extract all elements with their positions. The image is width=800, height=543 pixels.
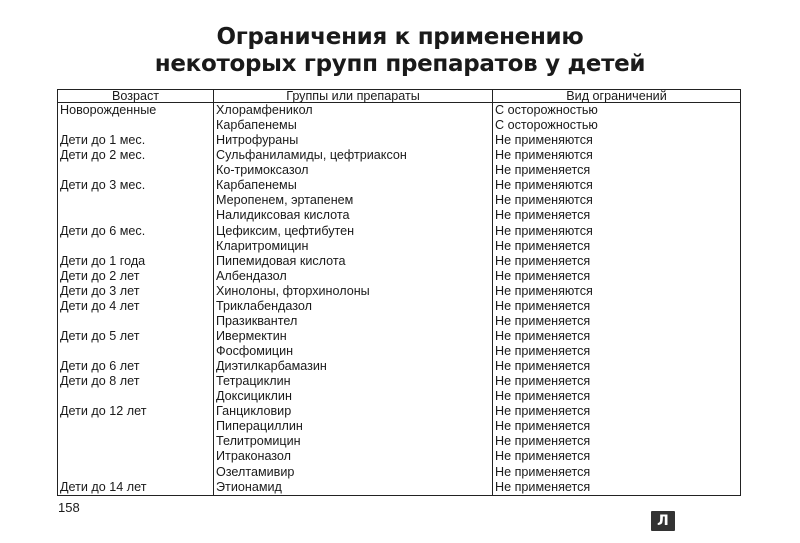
cell-age: Дети до 2 лет xyxy=(58,269,214,284)
cell-drug: Пипемидовая кислота xyxy=(214,254,493,269)
cell-age xyxy=(58,239,214,254)
cell-drug: Кларитромицин xyxy=(214,239,493,254)
cell-age xyxy=(58,344,214,359)
cell-restriction: Не применяется xyxy=(493,359,741,374)
table-row xyxy=(58,299,741,314)
table-row xyxy=(58,103,741,119)
table-row xyxy=(58,269,741,284)
cell-age: Дети до 8 лет xyxy=(58,374,214,389)
table-row xyxy=(58,133,741,148)
cell-age: Дети до 6 мес. xyxy=(58,224,214,239)
cell-restriction: Не применяются xyxy=(493,284,741,299)
cell-drug: Озелтамивир xyxy=(214,465,493,480)
table-row xyxy=(58,224,741,239)
table-row xyxy=(58,178,741,193)
cell-age: Дети до 14 лет xyxy=(58,480,214,496)
cell-age: Дети до 3 мес. xyxy=(58,178,214,193)
table-row xyxy=(58,449,741,464)
page-number: 158 xyxy=(58,500,80,515)
title-line-1: Ограничения к применению xyxy=(216,24,584,50)
cell-restriction: Не применяется xyxy=(493,480,741,496)
table-row xyxy=(58,344,741,359)
cell-age xyxy=(58,314,214,329)
cell-restriction: С осторожностью xyxy=(493,118,741,133)
cell-drug: Доксициклин xyxy=(214,389,493,404)
cell-drug: Телитромицин xyxy=(214,434,493,449)
header-age: Возраст xyxy=(58,90,214,103)
cell-age xyxy=(58,449,214,464)
title-line-2: некоторых групп препаратов у детей xyxy=(154,51,646,77)
cell-age: Дети до 4 лет xyxy=(58,299,214,314)
cell-restriction: Не применяется xyxy=(493,163,741,178)
cell-drug: Пиперациллин xyxy=(214,419,493,434)
cell-drug: Нитрофураны xyxy=(214,133,493,148)
cell-age: Дети до 5 лет xyxy=(58,329,214,344)
publisher-logo-icon: Л xyxy=(651,511,675,531)
cell-drug: Налидиксовая кислота xyxy=(214,208,493,223)
cell-restriction: Не применяется xyxy=(493,449,741,464)
cell-age xyxy=(58,163,214,178)
cell-drug: Ко-тримоксазол xyxy=(214,163,493,178)
cell-restriction: С осторожностью xyxy=(493,103,741,119)
cell-age: Дети до 1 мес. xyxy=(58,133,214,148)
cell-drug: Тетрациклин xyxy=(214,374,493,389)
cell-age xyxy=(58,465,214,480)
cell-age: Дети до 6 лет xyxy=(58,359,214,374)
cell-restriction: Не применяется xyxy=(493,254,741,269)
cell-restriction: Не применяются xyxy=(493,193,741,208)
table-row xyxy=(58,239,741,254)
cell-restriction: Не применяется xyxy=(493,329,741,344)
cell-restriction: Не применяются xyxy=(493,133,741,148)
table-row xyxy=(58,284,741,299)
cell-restriction: Не применяется xyxy=(493,389,741,404)
table-row xyxy=(58,163,741,178)
table-row xyxy=(58,404,741,419)
cell-drug: Албендазол xyxy=(214,269,493,284)
cell-age xyxy=(58,118,214,133)
cell-drug: Цефиксим, цефтибутен xyxy=(214,224,493,239)
cell-age: Дети до 12 лет xyxy=(58,404,214,419)
table-row xyxy=(58,118,741,133)
header-restriction: Вид ограничений xyxy=(493,90,741,103)
cell-restriction: Не применяется xyxy=(493,269,741,284)
cell-age xyxy=(58,208,214,223)
cell-restriction: Не применяются xyxy=(493,178,741,193)
cell-restriction: Не применяется xyxy=(493,404,741,419)
cell-drug: Празиквантел xyxy=(214,314,493,329)
cell-drug: Хинолоны, фторхинолоны xyxy=(214,284,493,299)
table-row xyxy=(58,389,741,404)
cell-age: Новорожденные xyxy=(58,103,214,119)
cell-age xyxy=(58,389,214,404)
cell-drug: Фосфомицин xyxy=(214,344,493,359)
table-row xyxy=(58,374,741,389)
table-body xyxy=(58,103,741,496)
cell-restriction: Не применяется xyxy=(493,434,741,449)
table-row xyxy=(58,329,741,344)
table-row xyxy=(58,419,741,434)
cell-age: Дети до 2 мес. xyxy=(58,148,214,163)
table-header-row xyxy=(58,90,741,103)
header-drugs: Группы или препараты xyxy=(214,90,493,103)
cell-restriction: Не применяется xyxy=(493,465,741,480)
cell-age xyxy=(58,419,214,434)
cell-drug: Диэтилкарбамазин xyxy=(214,359,493,374)
cell-drug: Ганцикловир xyxy=(214,404,493,419)
cell-drug: Карбапенемы xyxy=(214,118,493,133)
table-row xyxy=(58,193,741,208)
page-title xyxy=(0,24,800,78)
cell-drug: Карбапенемы xyxy=(214,178,493,193)
cell-restriction: Не применяется xyxy=(493,314,741,329)
cell-restriction: Не применяется xyxy=(493,344,741,359)
cell-age: Дети до 1 года xyxy=(58,254,214,269)
table-row xyxy=(58,465,741,480)
cell-restriction: Не применяются xyxy=(493,148,741,163)
cell-drug: Сульфаниламиды, цефтриаксон xyxy=(214,148,493,163)
table-row xyxy=(58,208,741,223)
cell-drug: Итраконазол xyxy=(214,449,493,464)
table-row xyxy=(58,254,741,269)
cell-restriction: Не применяется xyxy=(493,239,741,254)
table-row xyxy=(58,480,741,496)
table-row xyxy=(58,434,741,449)
table-row xyxy=(58,148,741,163)
cell-restriction: Не применяется xyxy=(493,208,741,223)
cell-drug: Триклабендазол xyxy=(214,299,493,314)
cell-age xyxy=(58,434,214,449)
cell-age xyxy=(58,193,214,208)
cell-drug: Хлорамфеникол xyxy=(214,103,493,119)
cell-restriction: Не применяется xyxy=(493,299,741,314)
table-row xyxy=(58,359,741,374)
cell-restriction: Не применяются xyxy=(493,224,741,239)
cell-age: Дети до 3 лет xyxy=(58,284,214,299)
cell-restriction: Не применяется xyxy=(493,374,741,389)
cell-drug: Меропенем, эртапенем xyxy=(214,193,493,208)
restrictions-table xyxy=(57,89,741,496)
cell-drug: Ивермектин xyxy=(214,329,493,344)
table-row xyxy=(58,314,741,329)
cell-restriction: Не применяется xyxy=(493,419,741,434)
cell-drug: Этионамид xyxy=(214,480,493,496)
